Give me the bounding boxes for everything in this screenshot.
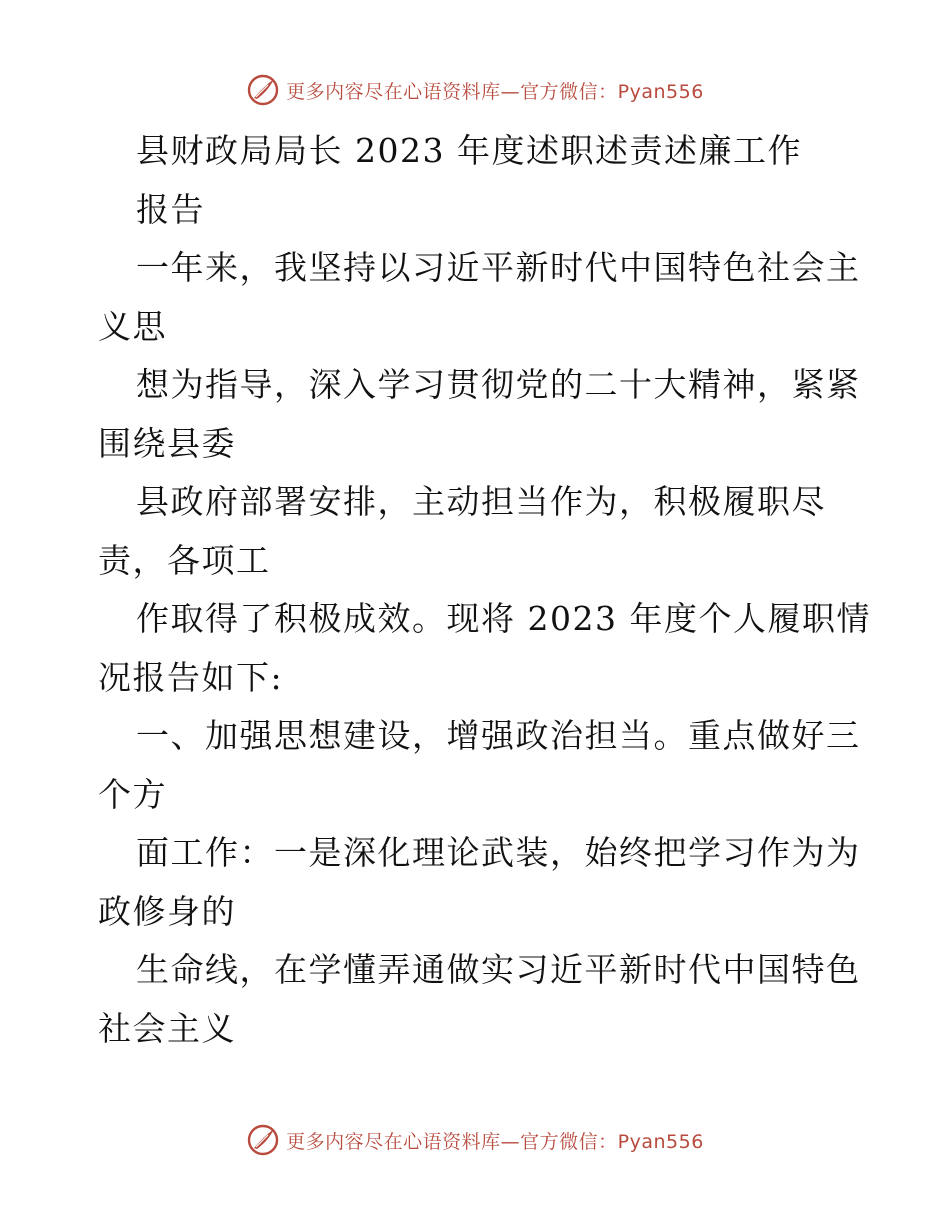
paragraph-line: 一年来，我坚持以习近平新时代中国特色社会主 — [136, 248, 861, 287]
watermark-text: 更多内容尽在心语资料库—官方微信：Pyan556 — [286, 80, 704, 103]
paragraph-line: 想为指导，深入学习贯彻党的二十大精神，紧紧 — [136, 365, 861, 404]
paragraph-line: 围绕县委 — [98, 423, 236, 463]
watermark-banner-top — [0, 70, 950, 110]
section-heading-line: 一、加强思想建设，增强政治担当。重点做好三 — [136, 716, 861, 755]
paragraph-line: 况报告如下: — [98, 657, 284, 697]
paragraph-line: 社会主义 — [98, 1008, 236, 1048]
feather-pen-seal-icon — [246, 73, 280, 107]
document-title-line-2: 报告 — [136, 189, 205, 229]
paragraph-line: 生命线，在学懂弄通做实习近平新时代中国特色 — [136, 950, 861, 989]
paragraph-line: 面工作：一是深化理论武装，始终把学习作为为 — [136, 833, 861, 872]
feather-pen-seal-icon — [246, 1123, 280, 1157]
watermark-banner-bottom — [0, 1120, 950, 1160]
paragraph-line: 县政府部署安排，主动担当作为，积极履职尽 — [136, 482, 826, 521]
paragraph-line: 个方 — [98, 774, 167, 814]
paragraph-line: 责，各项工 — [98, 540, 271, 580]
paragraph-line: 作取得了积极成效。现将 2023 年度个人履职情 — [136, 599, 871, 638]
paragraph-line: 政修身的 — [98, 891, 236, 931]
document-body — [98, 122, 871, 1058]
watermark-text: 更多内容尽在心语资料库—官方微信：Pyan556 — [286, 1130, 704, 1153]
paragraph-line: 义思 — [98, 306, 167, 346]
document-title-line-1: 县财政局局长 2023 年度述职述责述廉工作 — [136, 131, 802, 170]
